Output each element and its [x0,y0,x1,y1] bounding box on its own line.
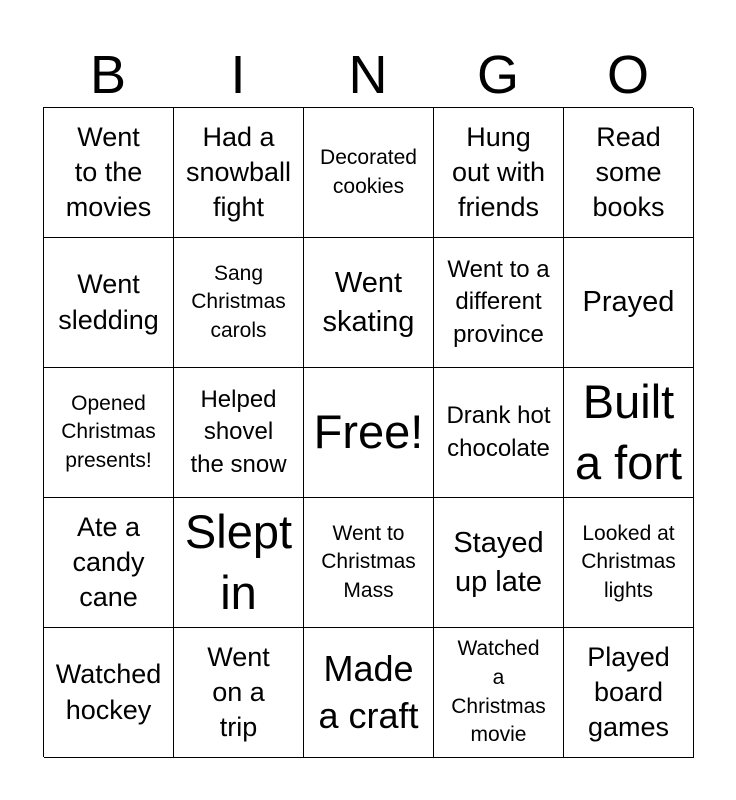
header-letter-n: N [348,45,388,105]
cell-label: Went sledding [58,269,159,335]
bingo-board [43,107,693,757]
cell-label: Made a craft [318,647,419,736]
cell-label: Slept in [184,505,293,619]
cell-label: Went to a different province [447,256,550,348]
bingo-cell-r1c1[interactable] [44,108,174,238]
bingo-cell-r3c2[interactable] [174,368,304,498]
cell-label: Went to Christmas Mass [321,521,416,602]
cell-label: Decorated cookies [320,145,417,198]
bingo-cell-r2c4[interactable] [434,238,564,368]
bingo-cell-r1c4[interactable] [434,108,564,238]
bingo-cell-r3c1[interactable] [44,368,174,498]
bingo-cell-r1c5[interactable] [564,108,694,238]
bingo-cell-r5c3[interactable] [304,628,434,758]
bingo-cell-r2c3[interactable] [304,238,434,368]
bingo-cell-r4c4[interactable] [434,498,564,628]
cell-label: Sang Christmas carols [191,261,286,342]
cell-label: Helped shovel the snow [190,386,287,478]
bingo-cell-r4c5[interactable] [564,498,694,628]
cell-label: Opened Christmas presents! [61,391,156,472]
bingo-cell-r4c3[interactable] [304,498,434,628]
bingo-cell-r5c1[interactable] [44,628,174,758]
bingo-cell-r5c2[interactable] [174,628,304,758]
header-letter-i: I [230,45,246,105]
bingo-cell-r5c4[interactable] [434,628,564,758]
bingo-cell-r1c2[interactable] [174,108,304,238]
free-space-label: Free! [313,405,424,459]
header-letter-o: O [606,45,649,105]
cell-label: Went on a trip [207,641,270,743]
cell-label: Went to the movies [65,121,152,223]
cell-label: Stayed up late [453,526,544,598]
header-letter-b: B [89,45,127,105]
cell-label: Built a fort [574,375,683,489]
bingo-cell-r4c2[interactable] [174,498,304,628]
bingo-cell-r2c5[interactable] [564,238,694,368]
bingo-cell-r1c3[interactable] [304,108,434,238]
bingo-cell-free[interactable] [304,368,434,498]
header-letter-g: G [476,45,519,105]
cell-label: Played board games [587,641,670,743]
bingo-cell-r4c1[interactable] [44,498,174,628]
cell-label: Prayed [582,286,675,319]
cell-label: Hung out with friends [451,121,546,223]
cell-label: Ate a candy cane [72,511,145,613]
cell-label: Watched a Christmas movie [451,637,546,747]
bingo-cell-r2c1[interactable] [44,238,174,368]
cell-label: Had a snowball fight [185,121,292,223]
bingo-header [43,44,693,106]
cell-label: Looked at Christmas lights [581,521,676,602]
cell-label: Drank hot chocolate [446,402,551,462]
cell-label: Went skating [322,266,415,338]
bingo-cell-r3c4[interactable] [434,368,564,498]
bingo-cell-r3c5[interactable] [564,368,694,498]
cell-label: Watched hockey [55,659,162,725]
bingo-cell-r2c2[interactable] [174,238,304,368]
cell-label: Read some books [592,121,665,223]
bingo-cell-r5c5[interactable] [564,628,694,758]
